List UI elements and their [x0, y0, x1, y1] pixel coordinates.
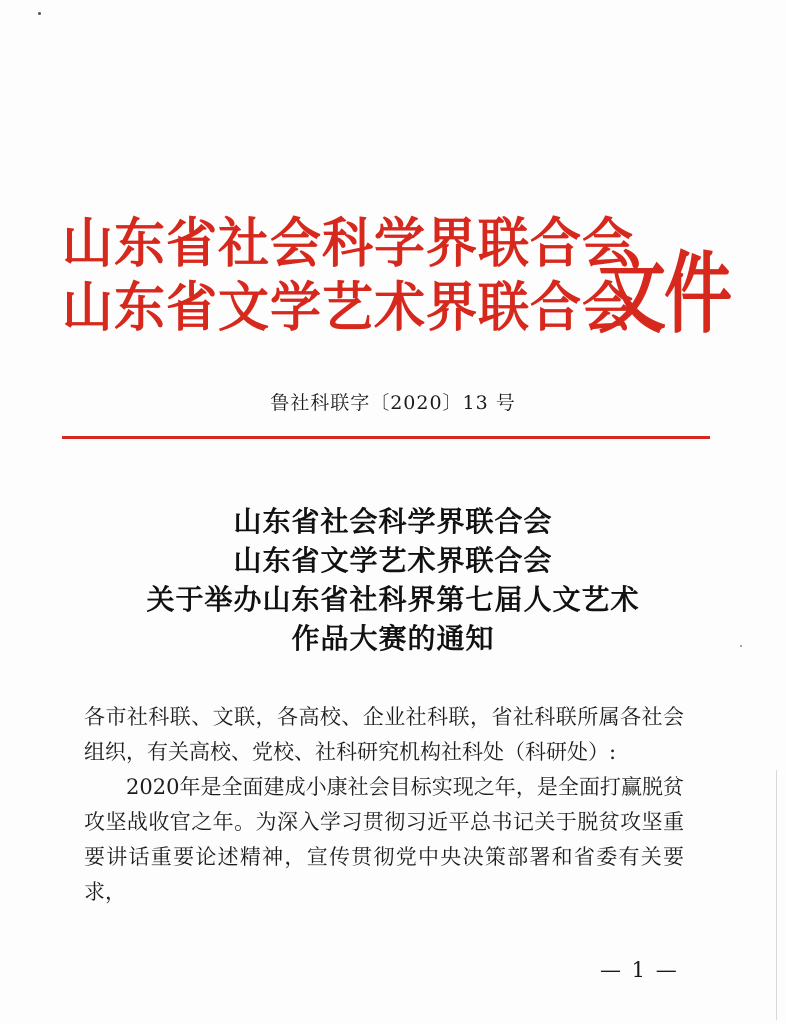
masthead-suffix: 文件 — [598, 242, 731, 347]
scan-edge-line — [776, 770, 777, 1020]
red-divider-line — [62, 436, 710, 439]
page-number: — 1 — — [600, 958, 679, 982]
document-number: 鲁社科联字〔2020〕13 号 — [270, 392, 516, 414]
title-line-1: 山东省社会科学界联合会 — [233, 505, 553, 538]
red-masthead — [62, 210, 731, 350]
title-line-2: 山东省文学艺术界联合会 — [233, 544, 553, 577]
scan-speck — [38, 12, 41, 15]
masthead-org-1: 山东省社会科学界联合会 — [62, 212, 635, 276]
title-line-4: 作品大赛的通知 — [291, 622, 495, 655]
masthead-organizations — [62, 210, 635, 340]
document-body — [84, 700, 684, 910]
title-line-3: 关于举办山东省社科界第七届人文艺术 — [146, 583, 640, 616]
body-paragraph-1: 2020年是全面建成小康社会目标实现之年，是全面打赢脱贫攻坚战收官之年。为深入学习贯彻习近平总书记关于脱贫攻坚重要讲话重要论述精神，宣传贯彻党中央决策部署和省委有关要求， — [84, 775, 684, 904]
masthead-org-2: 山东省文学艺术界联合会 — [62, 276, 635, 340]
document-title — [0, 502, 786, 658]
recipients-paragraph: 各市社科联、文联，各高校、企业社科联，省社科联所属各社会组织，有关高校、党校、社科研究机构社科处（科研处）: — [84, 705, 684, 764]
